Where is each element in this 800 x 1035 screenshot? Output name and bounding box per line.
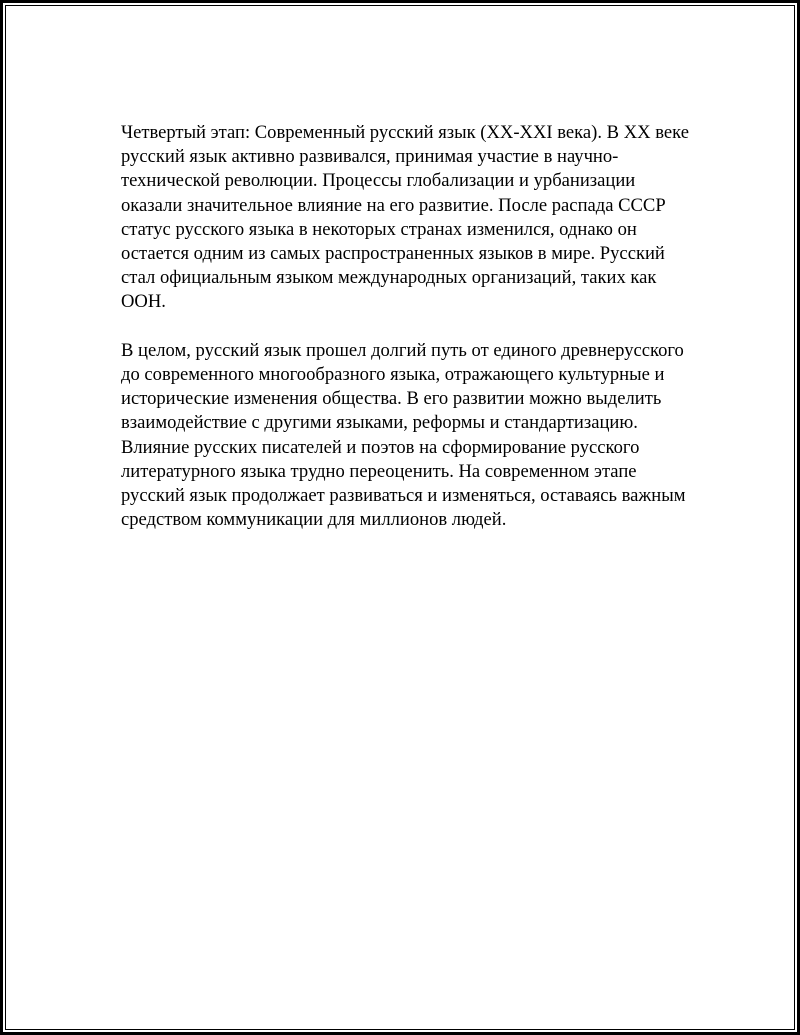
- paragraph-stage-four: Четвертый этап: Современный русский язык (XX-XXI века). В XX веке русский язык активно развивался, принимая участие в научно-технической революции. Процессы глобализации и урбанизации оказали значительное влияние на его развитие. После распада СССР статус русского языка в некоторых странах изменился, однако он остается одним из самых распространенных языков в мире. Русский стал официальным языком международных организаций, таких как ООН.: [121, 122, 689, 313]
- document-body: [121, 121, 693, 557]
- paragraph-conclusion: В целом, русский язык прошел долгий путь от единого древнерусского до современного многообразного языка, отражающего культурные и исторические изменения общества. В его развитии можно выделить взаимодействие с другими языками, реформы и стандартизацию. Влияние русских писателей и поэтов на сформирование русского литературного языка трудно переоценить. На современном этапе русский язык продолжает развиваться и изменяться, оставаясь важным средством коммуникации для миллионов людей.: [121, 339, 686, 531]
